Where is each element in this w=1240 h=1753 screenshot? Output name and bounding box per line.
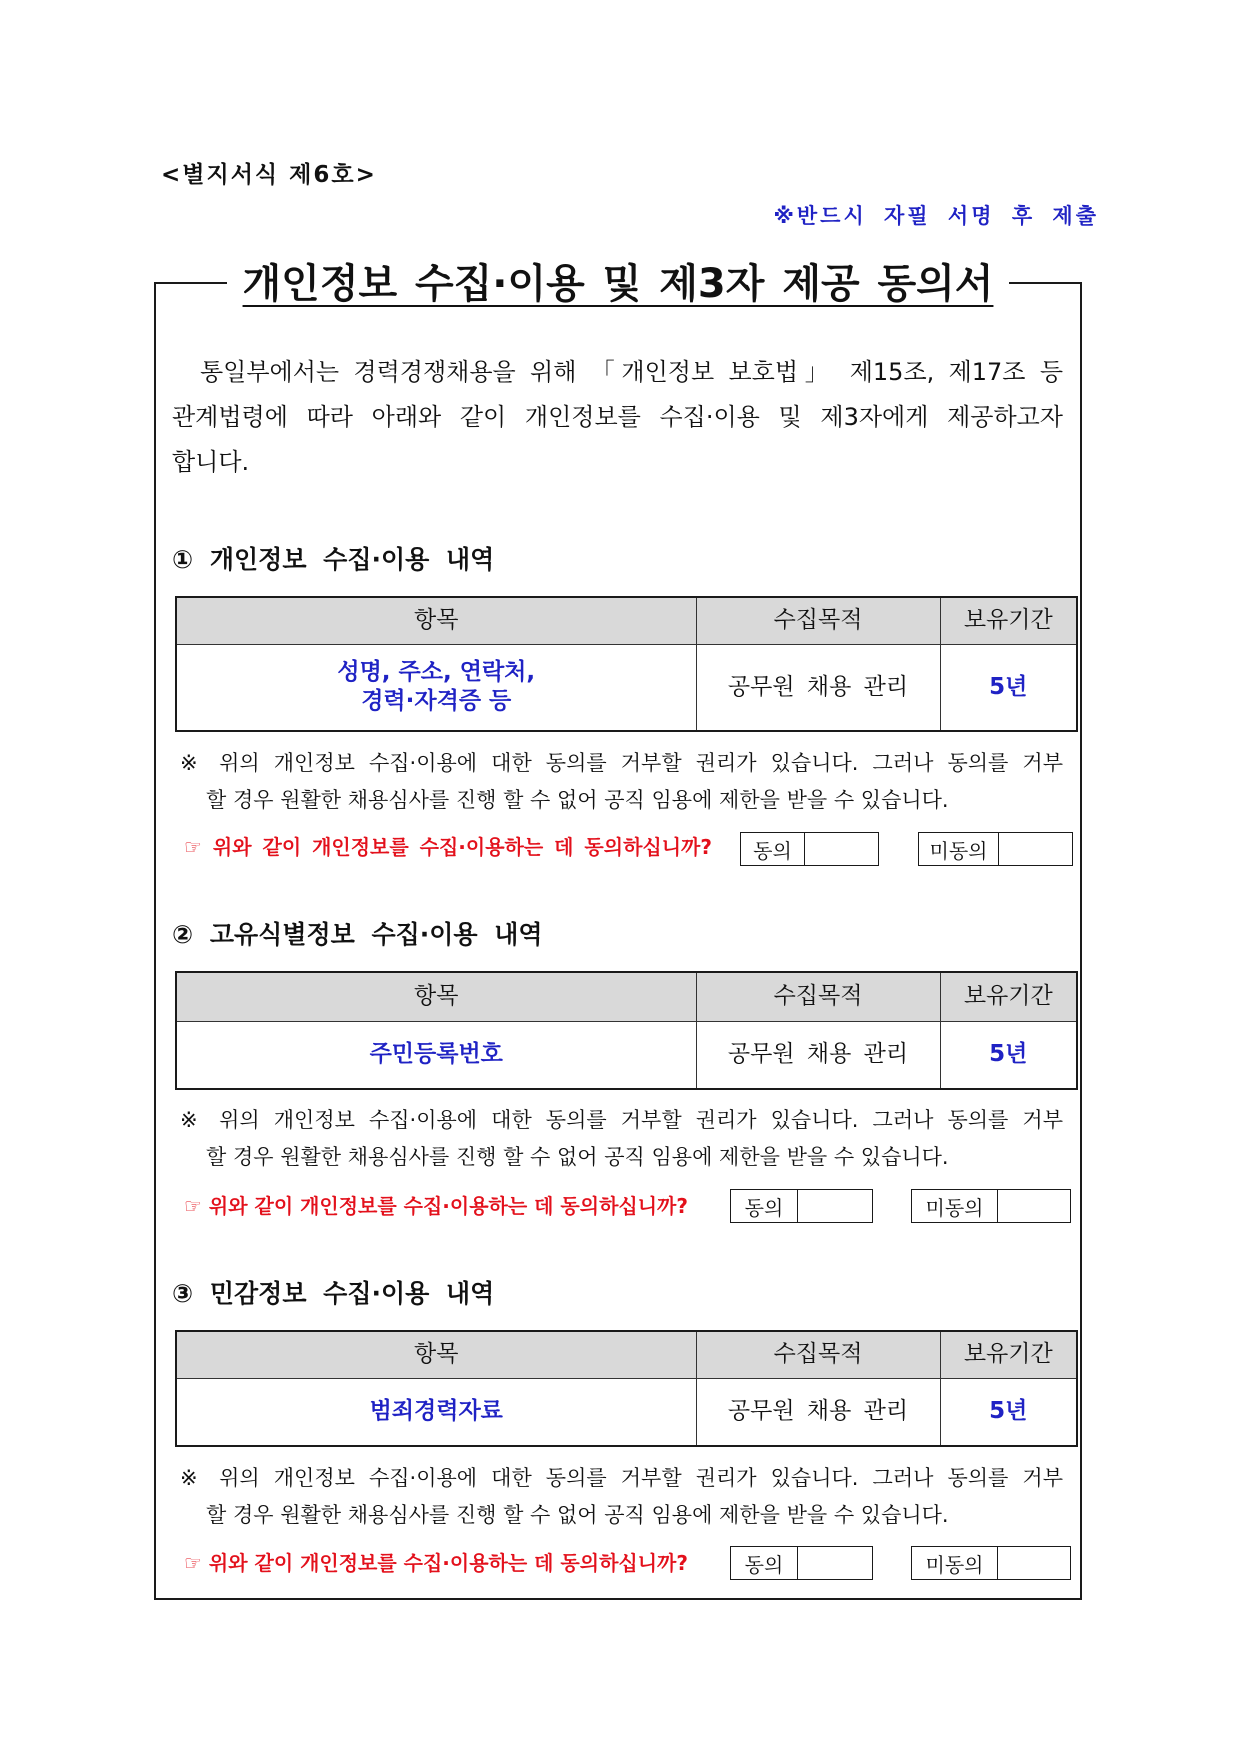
agree-checkbox[interactable] bbox=[740, 832, 879, 866]
notice-line: ※ 위의 개인정보 수집·이용에 대한 동의를 거부할 권리가 있습니다. 그러나 동의를 거부 bbox=[180, 1108, 1063, 1132]
header-period: 보유기간 bbox=[940, 597, 1077, 644]
agree-check-cell[interactable] bbox=[805, 833, 878, 865]
intro-line: 관계법령에 따라 아래와 같이 개인정보를 수집·이용 및 제3자에게 제공하고자 bbox=[172, 403, 1063, 431]
disagree-checkbox[interactable] bbox=[918, 832, 1073, 866]
consent-question: ☞ 위와 같이 개인정보를 수집·이용하는 데 동의하십니까? bbox=[184, 1194, 688, 1218]
agree-label: 동의 bbox=[731, 1547, 798, 1579]
disagree-check-cell[interactable] bbox=[998, 1190, 1070, 1222]
item-line: 범죄경력자료 bbox=[369, 1398, 503, 1425]
disagree-label: 미동의 bbox=[919, 833, 999, 865]
disagree-checkbox[interactable] bbox=[911, 1546, 1071, 1580]
cell-purpose: 공무원 채용 관리 bbox=[696, 644, 940, 731]
section-heading-unique-id-info: ② 고유식별정보 수집·이용 내역 bbox=[172, 920, 543, 949]
notice-line: 할 경우 원활한 채용심사를 진행 할 수 없어 공직 임용에 제한을 받을 수 있습니다. bbox=[206, 1145, 949, 1169]
header-item: 항목 bbox=[176, 597, 696, 644]
cell-items bbox=[176, 1378, 696, 1446]
header-purpose: 수집목적 bbox=[696, 1331, 940, 1378]
table-row bbox=[176, 1021, 1077, 1089]
table-header-row bbox=[176, 972, 1077, 1021]
table-header-row bbox=[176, 597, 1077, 644]
disagree-label: 미동의 bbox=[912, 1547, 998, 1579]
section-heading-sensitive-info: ③ 민감정보 수집·이용 내역 bbox=[172, 1279, 495, 1308]
intro-paragraph bbox=[172, 350, 1063, 485]
notice-line: ※ 위의 개인정보 수집·이용에 대한 동의를 거부할 권리가 있습니다. 그러나 동의를 거부 bbox=[180, 751, 1063, 775]
table-header-row bbox=[176, 1331, 1077, 1378]
disagree-label: 미동의 bbox=[912, 1190, 998, 1222]
header-purpose: 수집목적 bbox=[696, 972, 940, 1021]
cell-period: 5년 bbox=[940, 644, 1077, 731]
cell-items bbox=[176, 644, 696, 731]
cell-period: 5년 bbox=[940, 1021, 1077, 1089]
unique-id-info-table bbox=[175, 971, 1078, 1090]
agree-label: 동의 bbox=[731, 1190, 798, 1222]
agree-checkbox[interactable] bbox=[730, 1546, 873, 1580]
header-item: 항목 bbox=[176, 972, 696, 1021]
notice-line: ※ 위의 개인정보 수집·이용에 대한 동의를 거부할 권리가 있습니다. 그러나 동의를 거부 bbox=[180, 1466, 1063, 1490]
refusal-notice bbox=[180, 745, 1063, 819]
item-line: 성명, 주소, 연락처, bbox=[337, 659, 536, 686]
notice-line: 할 경우 원활한 채용심사를 진행 할 수 없어 공직 임용에 제한을 받을 수 있습니다. bbox=[206, 788, 949, 812]
header-purpose: 수집목적 bbox=[696, 597, 940, 644]
refusal-notice bbox=[180, 1460, 1063, 1534]
intro-line: 합니다. bbox=[172, 448, 250, 476]
agree-check-cell[interactable] bbox=[798, 1547, 872, 1579]
disagree-check-cell[interactable] bbox=[998, 1547, 1070, 1579]
cell-items bbox=[176, 1021, 696, 1089]
item-line: 주민등록번호 bbox=[369, 1041, 503, 1068]
agree-label: 동의 bbox=[741, 833, 805, 865]
document-title: 개인정보 수집·이용 및 제3자 제공 동의서 bbox=[227, 256, 1010, 312]
sensitive-info-table bbox=[175, 1330, 1078, 1447]
intro-line: 통일부에서는 경력경쟁채용을 위해 「개인정보 보호법」 제15조, 제17조 등 bbox=[200, 358, 1063, 386]
submit-note: ※반드시 자필 서명 후 제출 bbox=[773, 204, 1099, 228]
form-number: <별지서식 제6호> bbox=[161, 162, 377, 188]
disagree-check-cell[interactable] bbox=[999, 833, 1072, 865]
item-line: 경력·자격증 등 bbox=[361, 688, 512, 715]
consent-question: ☞ 위와 같이 개인정보를 수집·이용하는 데 동의하십니까? bbox=[184, 835, 712, 859]
personal-info-table bbox=[175, 596, 1078, 732]
cell-purpose: 공무원 채용 관리 bbox=[696, 1378, 940, 1446]
refusal-notice bbox=[180, 1102, 1063, 1176]
agree-check-cell[interactable] bbox=[798, 1190, 872, 1222]
cell-purpose: 공무원 채용 관리 bbox=[696, 1021, 940, 1089]
disagree-checkbox[interactable] bbox=[911, 1189, 1071, 1223]
table-row bbox=[176, 1378, 1077, 1446]
table-row bbox=[176, 644, 1077, 731]
section-heading-personal-info: ① 개인정보 수집·이용 내역 bbox=[172, 545, 495, 574]
header-period: 보유기간 bbox=[940, 972, 1077, 1021]
consent-question: ☞ 위와 같이 개인정보를 수집·이용하는 데 동의하십니까? bbox=[184, 1551, 688, 1575]
title-wrapper bbox=[154, 256, 1082, 312]
header-period: 보유기간 bbox=[940, 1331, 1077, 1378]
cell-period: 5년 bbox=[940, 1378, 1077, 1446]
header-item: 항목 bbox=[176, 1331, 696, 1378]
agree-checkbox[interactable] bbox=[730, 1189, 873, 1223]
notice-line: 할 경우 원활한 채용심사를 진행 할 수 없어 공직 임용에 제한을 받을 수 있습니다. bbox=[206, 1503, 949, 1527]
